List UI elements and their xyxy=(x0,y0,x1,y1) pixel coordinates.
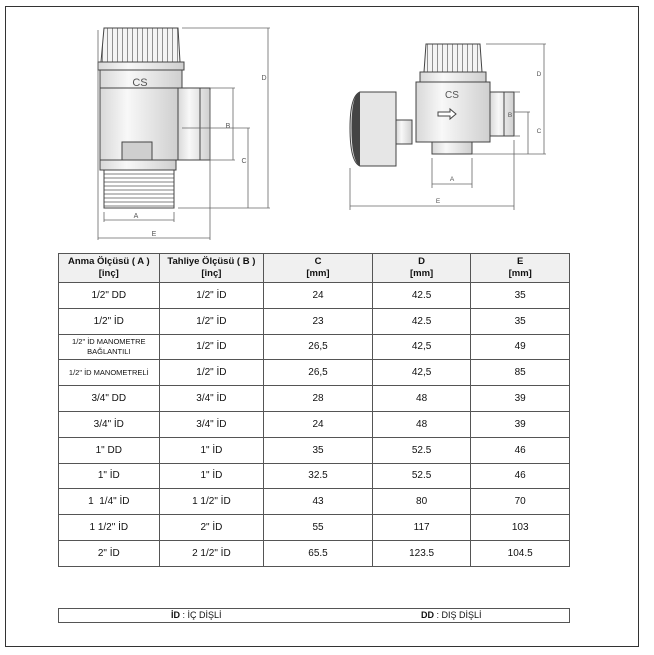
table-row xyxy=(59,411,570,437)
cell-c: 43 xyxy=(264,489,373,515)
left-brand-logo: CS xyxy=(132,77,148,89)
header-discharge-size: Tahliye Ölçüsü ( B ) [inç] xyxy=(159,254,264,283)
cell-discharge: 3/4" İD xyxy=(159,411,264,437)
cell-c: 26,5 xyxy=(264,360,373,386)
header-e: E [mm] xyxy=(471,254,570,283)
left-valve-drawing xyxy=(98,28,210,208)
cell-nominal: 1/2" İD xyxy=(59,308,160,334)
table-row xyxy=(59,489,570,515)
cell-c: 65.5 xyxy=(264,540,373,566)
cell-discharge: 1/2" İD xyxy=(159,308,264,334)
dimension-table xyxy=(58,253,570,567)
table-header-row xyxy=(59,254,570,283)
table-row xyxy=(59,463,570,489)
cell-c: 24 xyxy=(264,283,373,309)
technical-drawings xyxy=(0,0,654,250)
cell-e: 104.5 xyxy=(471,540,570,566)
cell-e: 39 xyxy=(471,411,570,437)
cell-discharge: 1" İD xyxy=(159,463,264,489)
cell-d: 42,5 xyxy=(372,334,471,360)
legend-internal-thread: İD : İÇ DİŞLİ xyxy=(171,610,222,620)
cell-d: 117 xyxy=(372,515,471,541)
cell-d: 80 xyxy=(372,489,471,515)
cell-discharge: 3/4" İD xyxy=(159,386,264,412)
table-row xyxy=(59,360,570,386)
cell-c: 23 xyxy=(264,308,373,334)
cell-e: 103 xyxy=(471,515,570,541)
cell-nominal: 1/2" DD xyxy=(59,283,160,309)
cell-d: 42.5 xyxy=(372,283,471,309)
left-label-a: A xyxy=(133,213,139,220)
cell-d: 52.5 xyxy=(372,437,471,463)
abbreviation-legend xyxy=(58,608,570,623)
table-row xyxy=(59,437,570,463)
cell-discharge: 1" İD xyxy=(159,437,264,463)
table-row xyxy=(59,334,570,360)
cell-discharge: 1/2" İD xyxy=(159,334,264,360)
cell-e: 46 xyxy=(471,463,570,489)
table-row xyxy=(59,540,570,566)
cell-d: 42,5 xyxy=(372,360,471,386)
cell-c: 55 xyxy=(264,515,373,541)
right-label-c: C xyxy=(536,128,542,135)
legend-external-thread: DD : DIŞ DİŞLİ xyxy=(421,610,482,620)
cell-e: 85 xyxy=(471,360,570,386)
right-brand-logo: CS xyxy=(445,90,459,101)
cell-nominal: 1/2" İD MANOMETRE BAĞLANTILI xyxy=(59,334,160,360)
cell-c: 35 xyxy=(264,437,373,463)
header-nominal-size: Anma Ölçüsü ( A ) [inç] xyxy=(59,254,160,283)
cell-nominal: 1 1/2" İD xyxy=(59,515,160,541)
left-label-e: E xyxy=(151,231,157,238)
cell-nominal: 1/2" İD MANOMETRELİ xyxy=(59,360,160,386)
cell-discharge: 2 1/2" İD xyxy=(159,540,264,566)
cell-d: 52.5 xyxy=(372,463,471,489)
cell-d: 123.5 xyxy=(372,540,471,566)
cell-d: 42.5 xyxy=(372,308,471,334)
cell-nominal: 1 1/4" İD xyxy=(59,489,160,515)
cell-discharge: 1/2" İD xyxy=(159,283,264,309)
cell-c: 26,5 xyxy=(264,334,373,360)
cell-discharge: 1/2" İD xyxy=(159,360,264,386)
left-label-d: D xyxy=(261,75,267,82)
cell-discharge: 1 1/2" İD xyxy=(159,489,264,515)
cell-e: 39 xyxy=(471,386,570,412)
cell-c: 28 xyxy=(264,386,373,412)
cell-e: 46 xyxy=(471,437,570,463)
right-label-b: B xyxy=(507,112,513,119)
header-c: C [mm] xyxy=(264,254,373,283)
cell-nominal: 1" İD xyxy=(59,463,160,489)
cell-d: 48 xyxy=(372,411,471,437)
cell-e: 49 xyxy=(471,334,570,360)
cell-e: 35 xyxy=(471,308,570,334)
table-row xyxy=(59,386,570,412)
table-row xyxy=(59,515,570,541)
right-valve-drawing xyxy=(350,44,514,166)
cell-discharge: 2" İD xyxy=(159,515,264,541)
cell-e: 70 xyxy=(471,489,570,515)
cell-c: 24 xyxy=(264,411,373,437)
left-label-c: C xyxy=(241,158,247,165)
cell-d: 48 xyxy=(372,386,471,412)
right-label-e: E xyxy=(435,198,441,205)
header-d: D [mm] xyxy=(372,254,471,283)
right-label-d: D xyxy=(536,71,542,78)
table-row xyxy=(59,308,570,334)
left-label-b: B xyxy=(225,123,231,130)
right-label-a: A xyxy=(449,176,455,183)
cell-e: 35 xyxy=(471,283,570,309)
cell-nominal: 2" İD xyxy=(59,540,160,566)
cell-c: 32.5 xyxy=(264,463,373,489)
cell-nominal: 3/4" DD xyxy=(59,386,160,412)
table-row xyxy=(59,283,570,309)
cell-nominal: 3/4" İD xyxy=(59,411,160,437)
cell-nominal: 1" DD xyxy=(59,437,160,463)
